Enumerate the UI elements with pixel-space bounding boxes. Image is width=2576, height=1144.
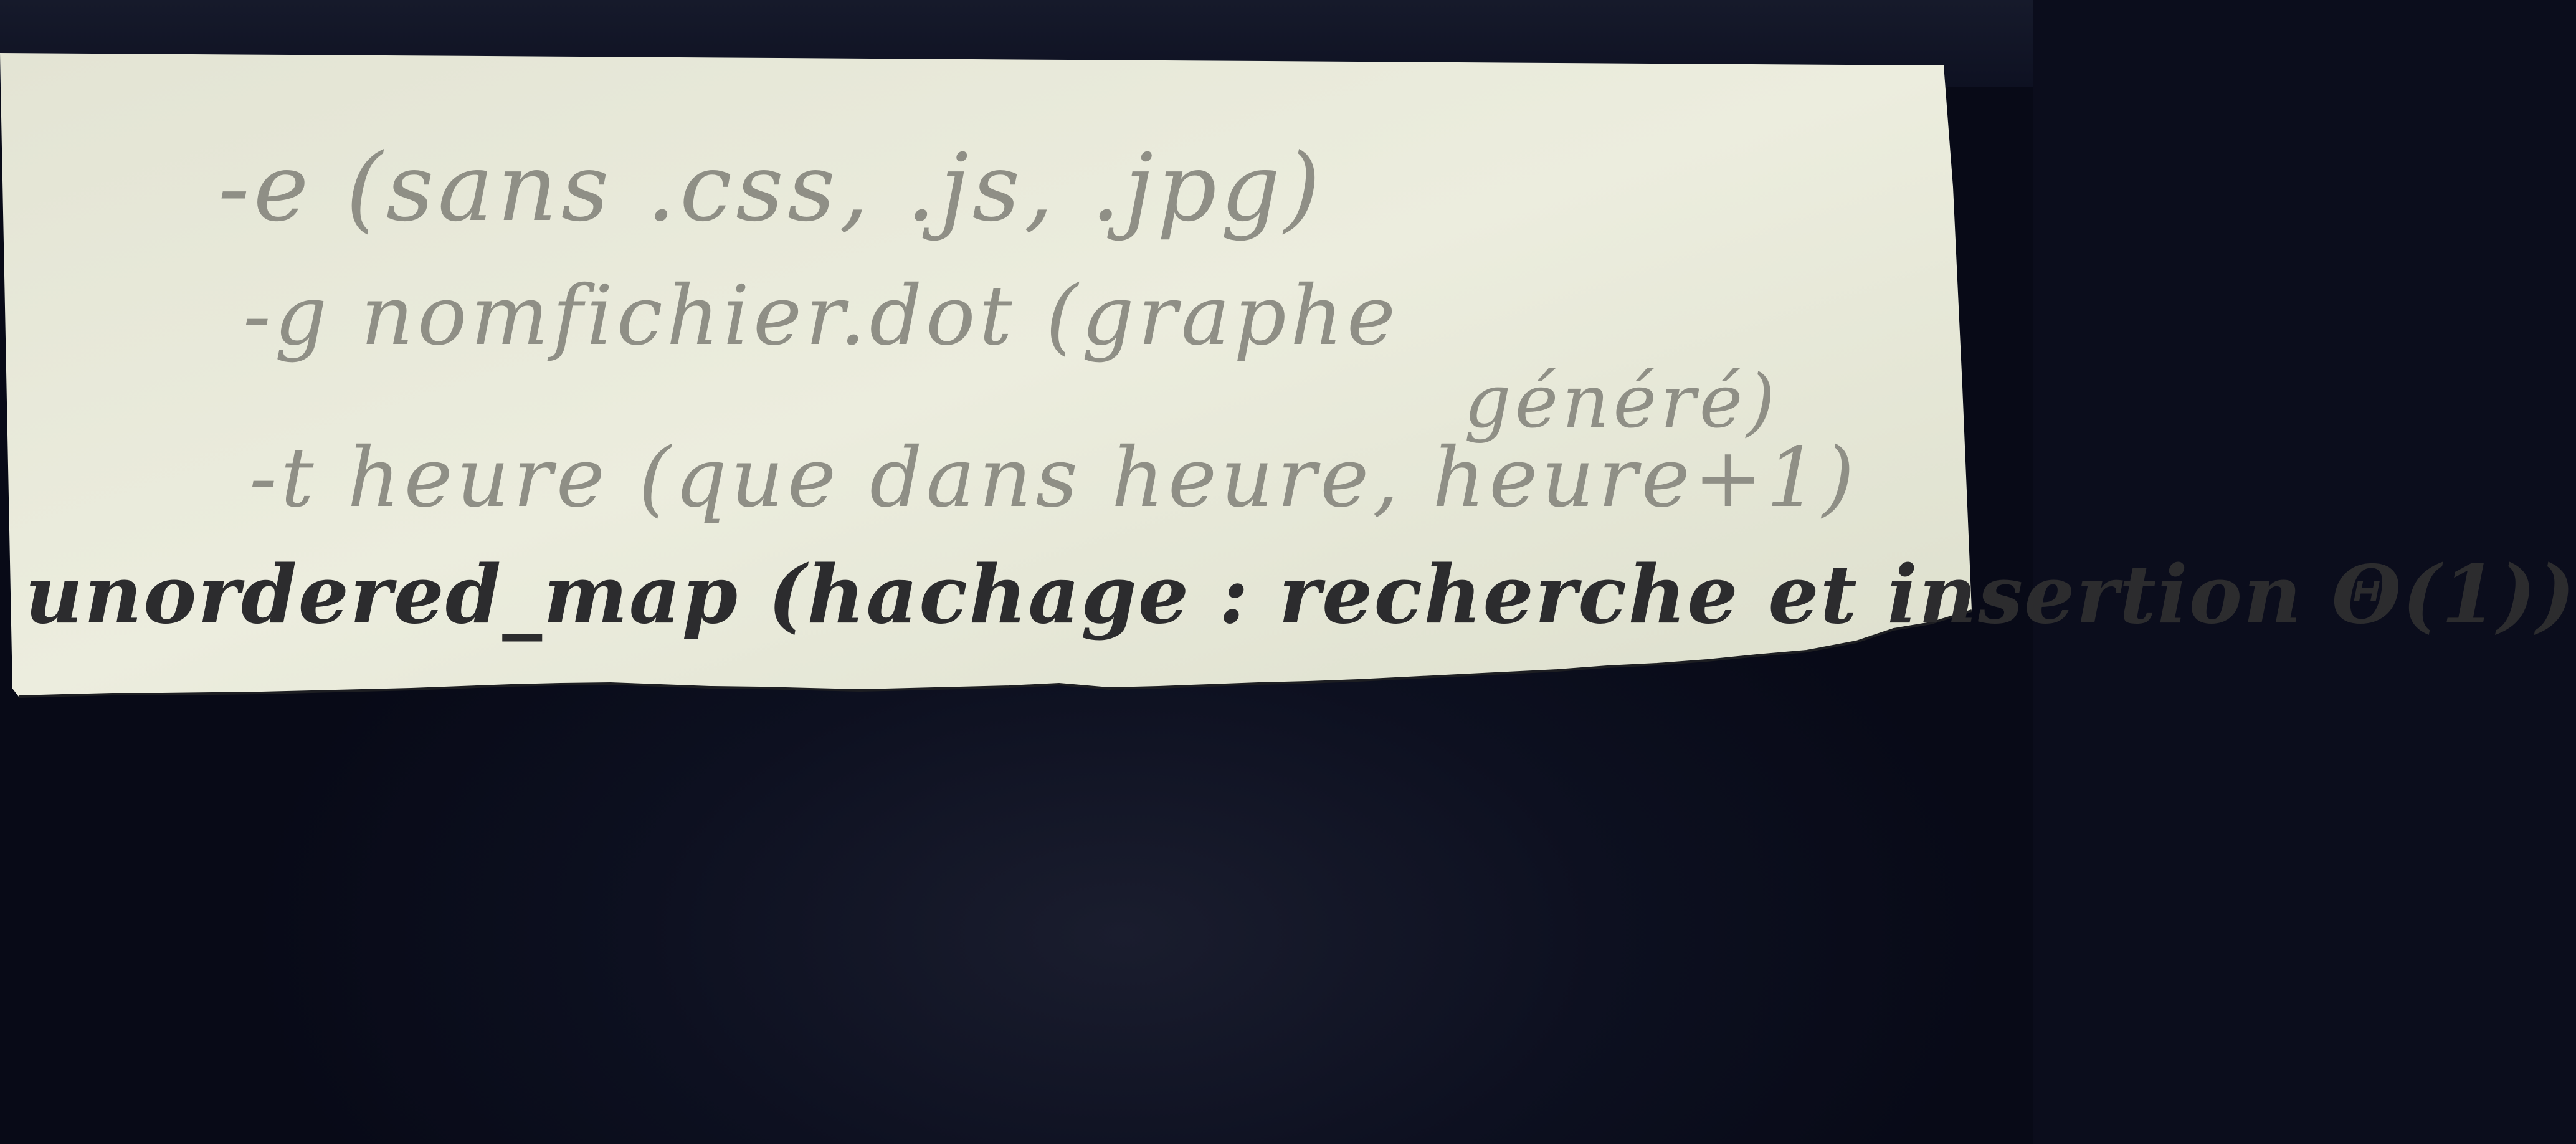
note-line-graph-generated: généré): [1464, 358, 1779, 444]
note-line-unordered-map: unordered_map (hachage : recherche et insertion Θ(1)): [25, 548, 2576, 642]
note-line-option-e: -e (sans .css, .js, .jpg): [218, 134, 1324, 242]
note-line-option-t: -t heure (que dans heure, heure+1): [249, 430, 1858, 526]
note-line-option-g: -g nomfichier.dot (graphe: [243, 268, 1400, 364]
